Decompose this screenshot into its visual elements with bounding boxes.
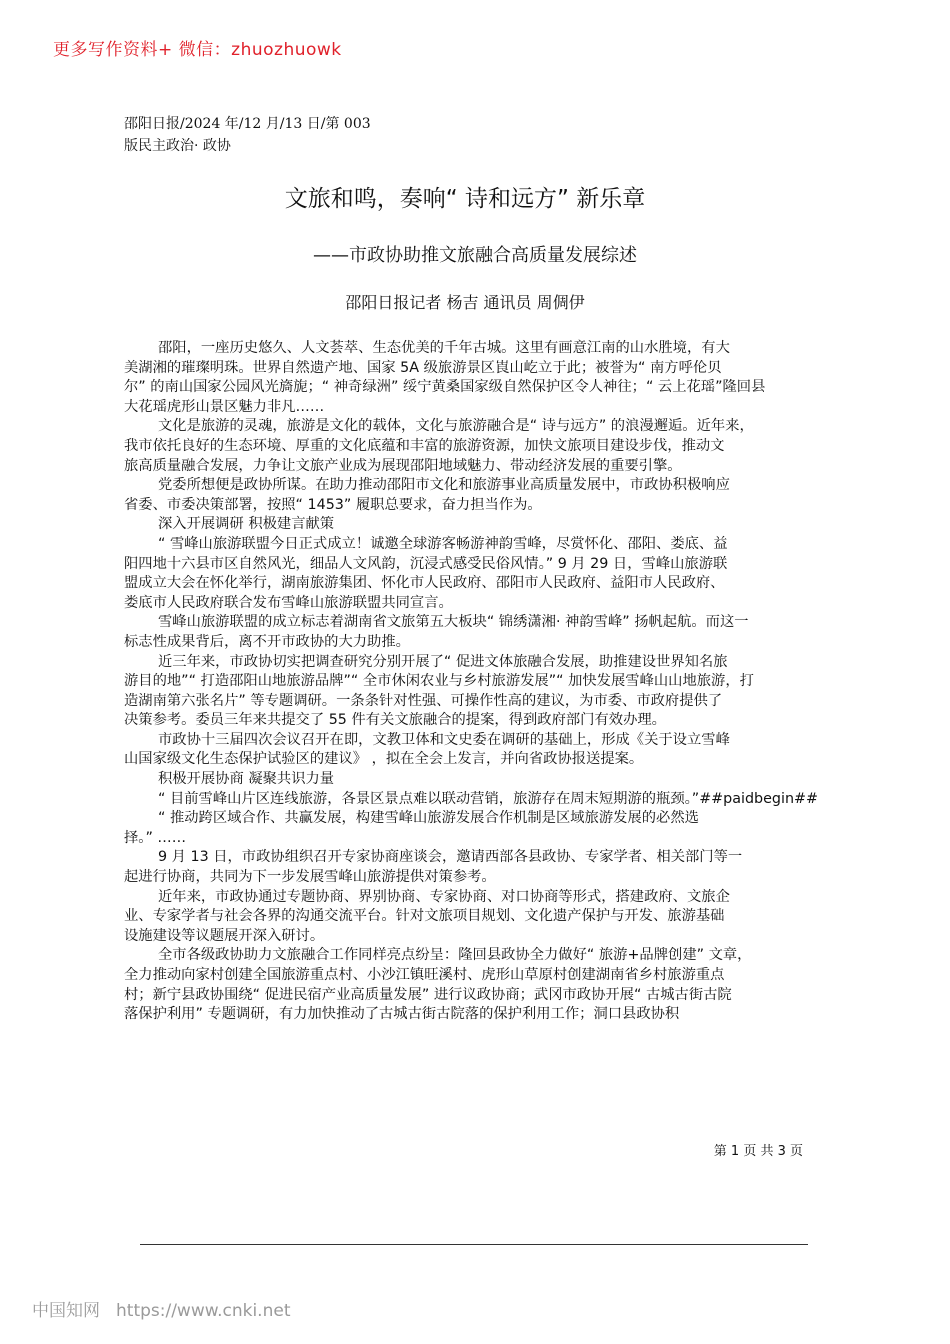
body-line: 全力推动向家村创建全国旅游重点村、小沙江镇旺溪村、虎形山草原村创建湖南省乡村旅游重点 [124,967,725,983]
cnki-url: https://www.cnki.net [116,1301,291,1321]
body-line: 党委所想便是政协所谋。在助力推动邵阳市文化和旅游事业高质量发展中，市政协积极响应 [158,477,730,494]
body-line: 业、专家学者与社会各界的沟通交流平台。针对文旅项目规划、文化遗产保护与开发、旅游基础 [124,908,725,925]
body-line: 9 月 13 日，市政协组织召开专家协商座谈会，邀请西部各县政协、专家学者、相关部门等一 [158,849,743,866]
body-line: 盟成立大会在怀化举行，湖南旅游集团、怀化市人民政府、邵阳市人民政府、益阳市人民政府、 [124,575,725,592]
body-line: 标志性成果背后，离不开市政协的大力助推。 [124,633,410,650]
section-heading: 积极开展协商 凝聚共识力量 [158,771,335,788]
source-line-2: 版民主政治· 政协 [124,138,231,154]
footer-divider [140,1244,808,1245]
body-line: “ 雪峰山旅游联盟今日正式成立！诚邀全球游客畅游神韵雪峰，尽赏怀化、邵阳、娄底、益 [158,535,728,552]
body-line: 村；新宁县政协围绕“ 促进民宿产业高质量发展” 进行议政协商；武冈市政协开展“ 古城古街古院 [124,986,732,1003]
body-line: 择。” …… [124,829,186,846]
promo-text: 更多写作资料+ 微信：zhuozhuowk [53,40,342,60]
body-line: 落保护利用” 专题调研，有力加快推动了古城古街古院落的保护利用工作；洞口县政协积 [124,1006,680,1023]
body-line: 娄底市人民政府联合发布雪峰山旅游联盟共同宣言。 [124,594,453,611]
source-line-1: 邵阳日报/2024 年/12 月/13 日/第 003 [124,116,371,132]
body-line: 我市依托良好的生态环境、厚重的文化底蕴和丰富的旅游资源，加快文旅项目建设步伐，推动文 [124,437,725,454]
body-line: 旅高质量融合发展，力争让文旅产业成为展现邵阳地域魅力、带动经济发展的重要引擎。 [124,457,682,474]
body-line: 文化是旅游的灵魂，旅游是文化的载体，文化与旅游融合是“ 诗与远方” 的浪漫邂逅。近年来， [158,418,754,435]
body-line: 近三年来，市政协切实把调查研究分别开展了“ 促进文体旅融合发展，助推建设世界知名旅 [158,653,728,670]
article-byline: 邵阳日报记者 杨吉 通讯员 周倜伊 [345,293,585,312]
page-number: 第 1 页 共 3 页 [713,1144,803,1159]
body-line: 尔” 的南山国家公园风光旖旎；“ 神奇绿洲” 绥宁黄桑国家级自然保护区令人神往；“ 云上花瑶”隆回县 [124,379,766,396]
cnki-watermark [32,1296,290,1321]
body-line: 游目的地”“ 打造邵阳山地旅游品牌”“ 全市休闲农业与乡村旅游发展”“ 加快发展雪峰山山地旅游，打 [124,673,754,690]
body-line: 决策参考。委员三年来共提交了 55 件有关文旅融合的提案，得到政府部门有效办理。 [124,712,666,729]
body-line: 市政协十三届四次会议召开在即，文教卫体和文史委在调研的基础上，形成《关于设立雪峰 [158,731,730,748]
body-line: 造湖南第六张名片” 等专题调研。一条条针对性强、可操作性高的建议，为市委、市政府提供了 [124,692,723,709]
body-line: 设施建设等议题展开深入研讨。 [124,927,325,944]
body-line: 山国家级文化生态保护试验区的建议》 ，拟在全会上发言，并向省政协报送提案。 [124,751,644,768]
body-line: 邵阳，一座历史悠久、人文荟萃、生态优美的千年古城。这里有画意江南的山水胜境，有大 [158,340,730,356]
article-body [124,339,829,1025]
body-line: 省委、市委决策部署，按照“ 1453” 履职总要求，奋力担当作为。 [124,496,542,513]
body-line: “ 目前雪峰山片区连线旅游，各景区景点难以联动营销，旅游存在周末短期游的瓶颈。”##paidbegin## [158,790,818,807]
body-line: 雪峰山旅游联盟的成立标志着湖南省文旅第五大板块“ 锦绣潇湘· 神韵雪峰” 扬帆起航。而这一 [158,614,749,631]
body-line: 近年来，市政协通过专题协商、界别协商、专家协商、对口协商等形式，搭建政府、文旅企 [158,888,730,905]
section-heading: 深入开展调研 积极建言献策 [158,516,335,533]
body-line: 阳四地十六县市区自然风光，细品人文风韵，沉浸式感受民俗风情。” 9 月 29 日，雪峰山旅游联 [124,555,728,572]
body-line: 大花瑶虎形山景区魅力非凡…… [124,398,325,415]
article-title: 文旅和鸣，奏响“ 诗和远方” 新乐章 [284,186,646,212]
article-subtitle: ——市政协助推文旅融合高质量发展综述 [313,245,637,266]
body-line: 全市各级政协助力文旅融合工作同样亮点纷呈：隆回县政协全力做好“ 旅游+品牌创建” 文章， [158,947,752,964]
body-line: 美湖湘的璀璨明珠。世界自然遗产地、国家 5A 级旅游景区崀山屹立于此；被誉为“ 南方呼伦贝 [124,359,722,376]
body-line: “ 推动跨区域合作、共赢发展，构建雪峰山旅游发展合作机制是区域旅游发展的必然选 [158,810,699,827]
cnki-logo-text: 中国知网 [32,1301,100,1321]
body-line: 起进行协商，共同为下一步发展雪峰山旅游提供对策参考。 [124,869,496,886]
